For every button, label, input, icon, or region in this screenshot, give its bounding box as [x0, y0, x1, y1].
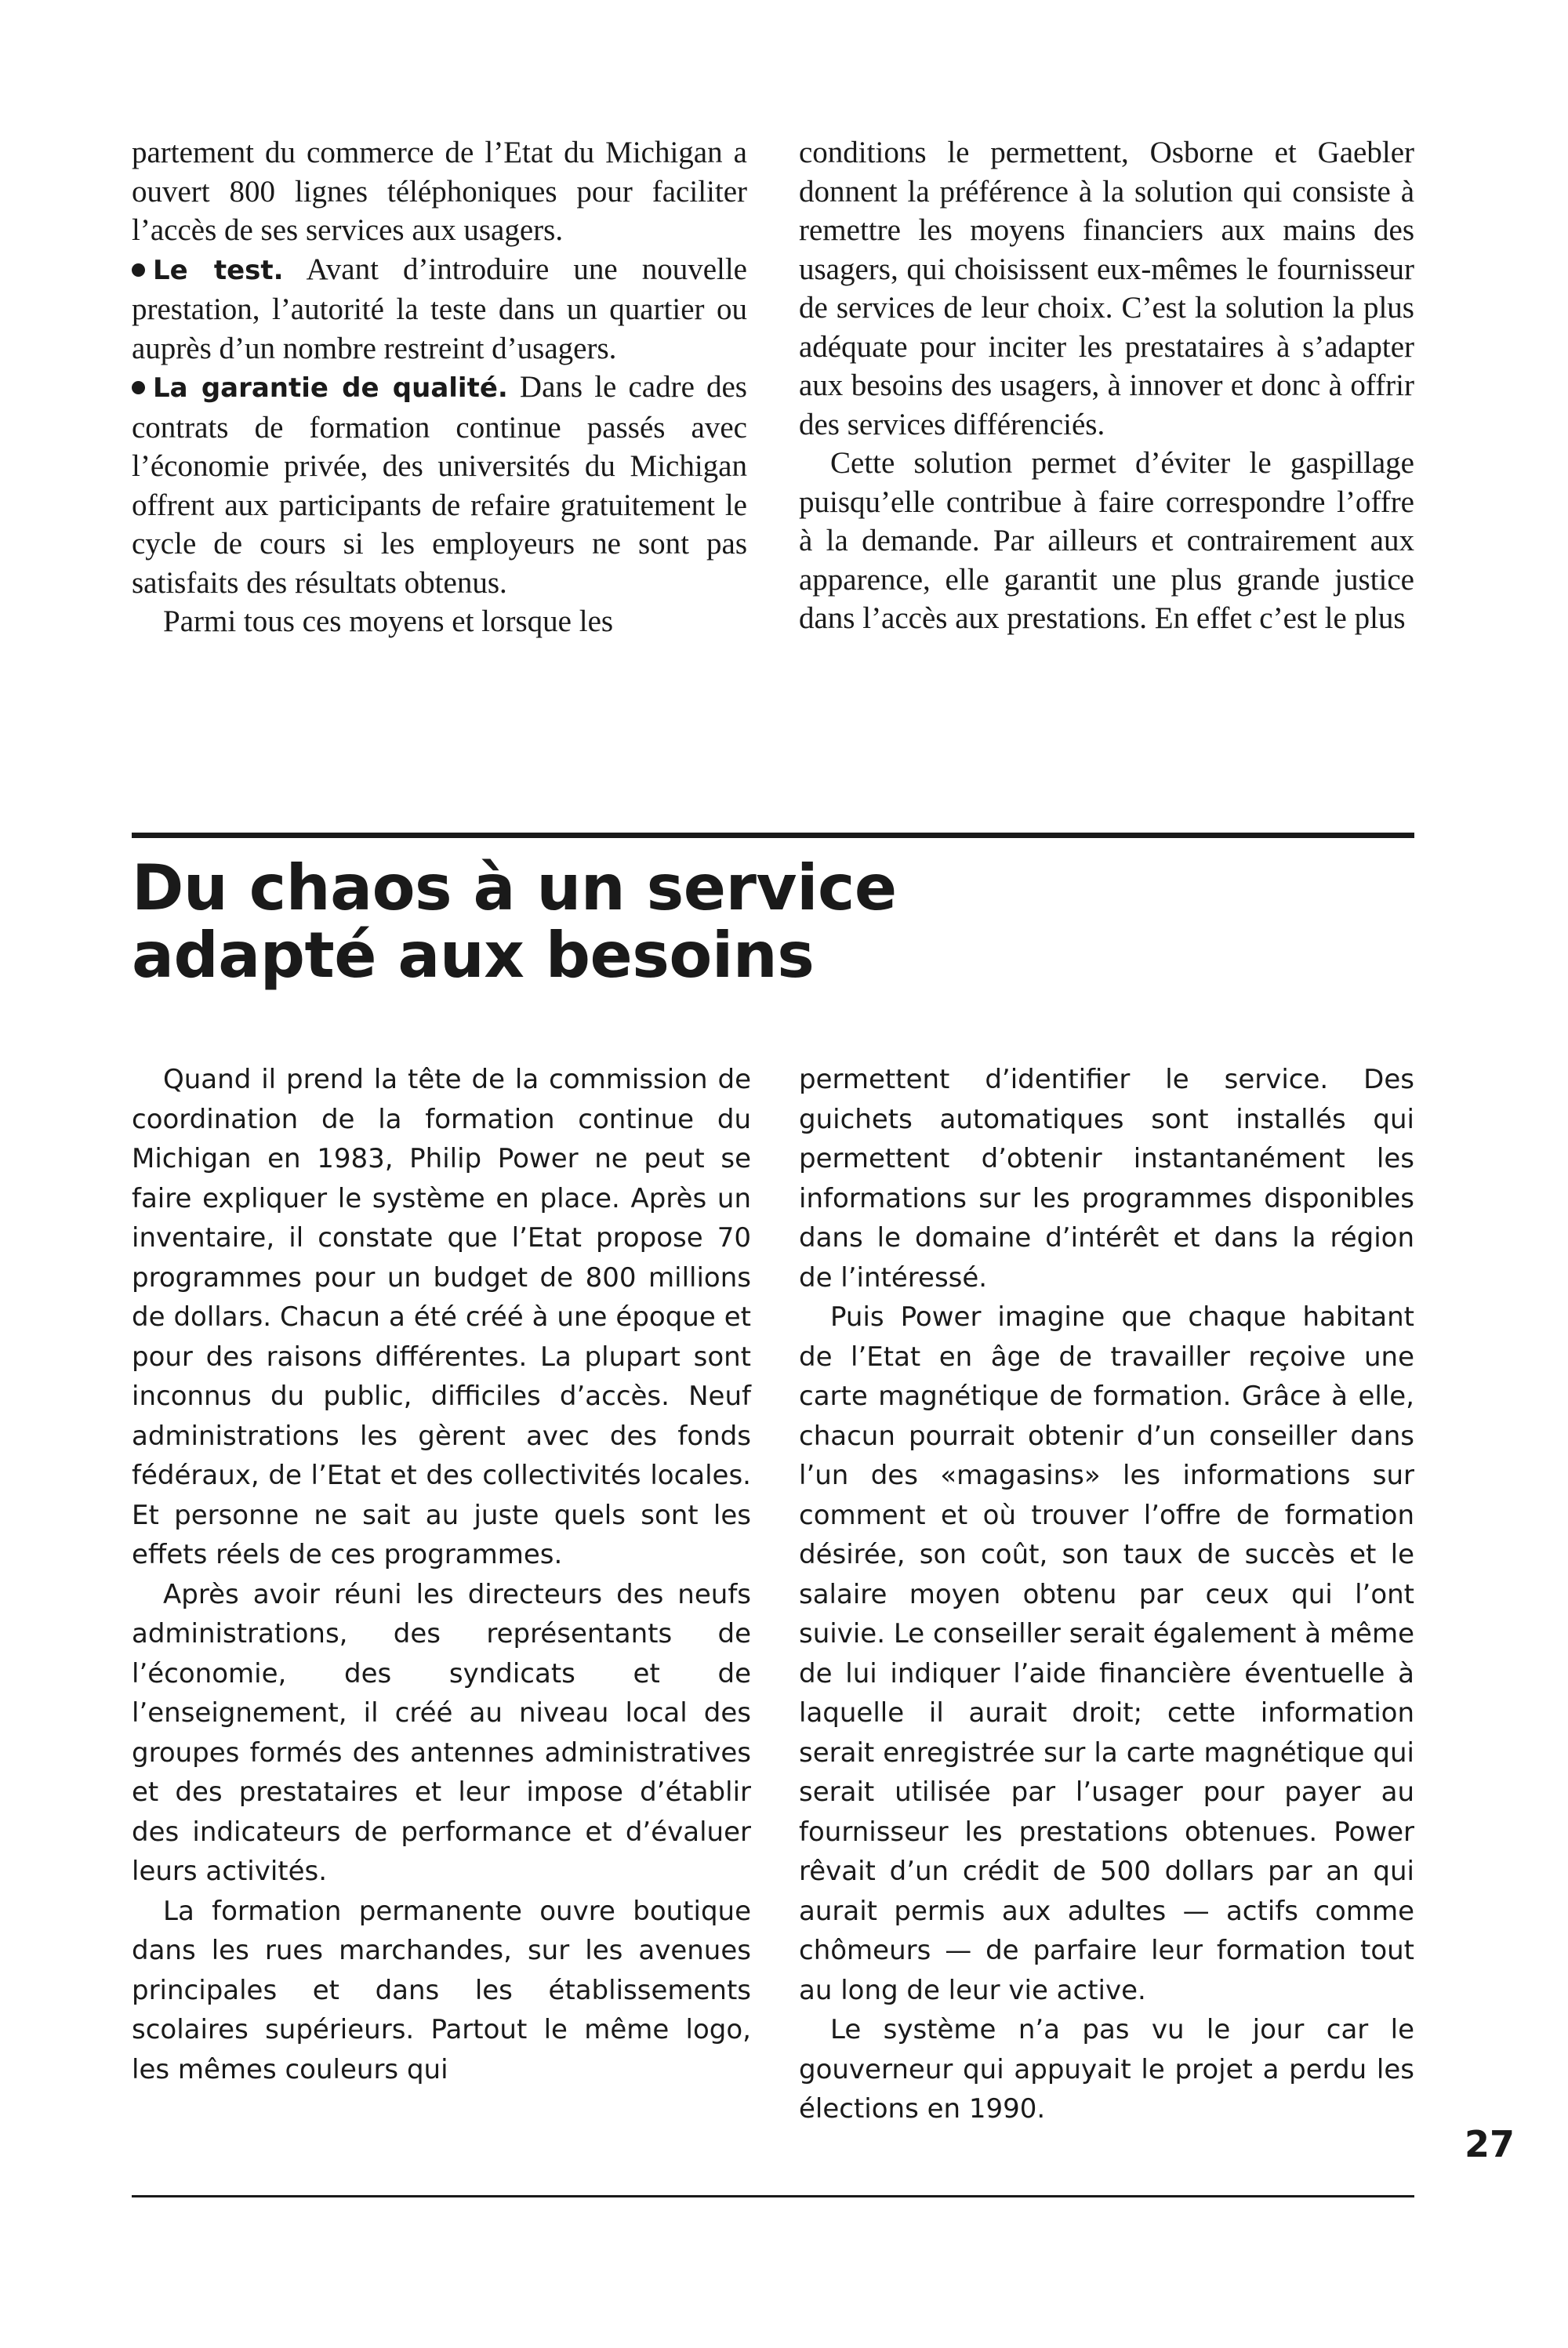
article-left-column: [132, 1060, 751, 2089]
article-right-column: [799, 1060, 1414, 2129]
paragraph: La formation permanente ouvre boutique dans les rues marchandes, sur les avenues principales et dans les établissements scolaires supérieurs. Partout le même logo, les mêmes couleurs qui: [132, 1895, 751, 2085]
bullet-text: Avant d’introduire une nouvelle prestation, l’autorité la teste dans un quartier ou auprès d’un nombre restreint d’usagers.: [132, 252, 747, 365]
footer-divider: [132, 2195, 1414, 2197]
top-right-column: [799, 133, 1414, 638]
article-title-line: Du chaos à un service: [132, 851, 897, 924]
paragraph: conditions le permettent, Osborne et Gaebler donnent la préférence à la solution qui consiste à remettre les moyens financiers aux mains des usagers, qui choisissent eux-mêmes le fournisseur de services de leur choix. C’est la solution la plus adéquate pour inciter les prestataires à s’adapter aux besoins des usagers, à innover et donc à offrir des services différenciés.: [799, 136, 1414, 441]
paragraph: Le système n’a pas vu le jour car le gouverneur qui appuyait le projet a perdu les élections en 1990.: [799, 2014, 1414, 2125]
article-title-line: adapté aux besoins: [132, 919, 815, 992]
paragraph: Quand il prend la tête de la commission de coordination de la formation continue du Michigan en 1983, Philip Power ne peut se faire expliquer le système en place. Après un inventaire, il constate que l’Etat propose 70 programmes pour un budget de 800 millions de dollars. Chacun a été créé à une époque et pour des raisons différentes. La plupart sont inconnus du public, difficiles d’accès. Neuf administrations les gèrent avec des fonds fédéraux, de l’Etat et des collectivités locales. Et personne ne sait au juste quels sont les effets réels de ces programmes.: [132, 1064, 751, 1570]
article-title: [132, 851, 1229, 992]
paragraph: partement du commerce de l’Etat du Michigan a ouvert 800 lignes téléphoniques pour faciliter l’accès de ses services aux usagers.: [132, 136, 747, 247]
paragraph: Cette solution permet d’éviter le gaspillage puisqu’elle contribue à faire correspondre l’offre à la demande. Par ailleurs et contrairement aux apparence, elle garantit une plus grande justice dans l’accès aux prestations. En effet c’est le plus: [799, 446, 1414, 635]
bullet-icon: [132, 381, 145, 394]
paragraph: permettent d’identifier le service. Des guichets automatiques sont installés qui permettent d’obtenir instantanément les informations sur les programmes disponibles dans le domaine d’intérêt et dans la région de l’intéressé.: [799, 1064, 1414, 1294]
top-left-column: [132, 133, 747, 641]
bullet-text: Dans le cadre des contrats de formation continue passés avec l’économie privée, des universités du Michigan offrent aux participants de refaire gratuitement le cycle de cours si les employeurs ne sont pas satisfaits des résultats obtenus.: [132, 370, 747, 600]
paragraph: Parmi tous ces moyens et lorsque les: [163, 604, 614, 638]
paragraph: Après avoir réuni les directeurs des neufs administrations, des représentants de l’économie, des syndicats et de l’enseignement, il créé au niveau local des groupes formés des antennes administratives et des prestataires et leur impose d’établir des indicateurs de performance et d’évaluer leurs activités.: [132, 1578, 751, 1887]
paragraph: Puis Power imagine que chaque habitant de l’Etat en âge de travailler reçoive une carte magnétique de formation. Grâce à elle, chacun pourrait obtenir d’un conseiller dans l’un des «magasins» les informations sur comment et où trouver l’offre de formation désirée, son coût, son taux de succès et le salaire moyen obtenu par ceux qui l’ont suivie. Le conseiller serait également à même de lui indiquer l’aide financière éventuelle à laquelle il aurait droit; cette information serait enregistrée sur la carte magnétique qui serait utilisée par l’usager pour payer au fournisseur les prestations obtenues. Power rêvait d’un crédit de 500 dollars par an qui aurait permis aux adultes — actifs comme chômeurs — de parfaire leur formation tout au long de leur vie active.: [799, 1301, 1414, 2006]
bullet-item-test: [132, 250, 747, 368]
bullet-title: La garantie de qualité.: [153, 372, 508, 404]
section-divider: [132, 833, 1414, 838]
bullet-title: Le test.: [153, 254, 284, 286]
bullet-item-quality: [132, 368, 747, 602]
bullet-icon: [132, 263, 145, 277]
page-number: 27: [1465, 2123, 1515, 2165]
